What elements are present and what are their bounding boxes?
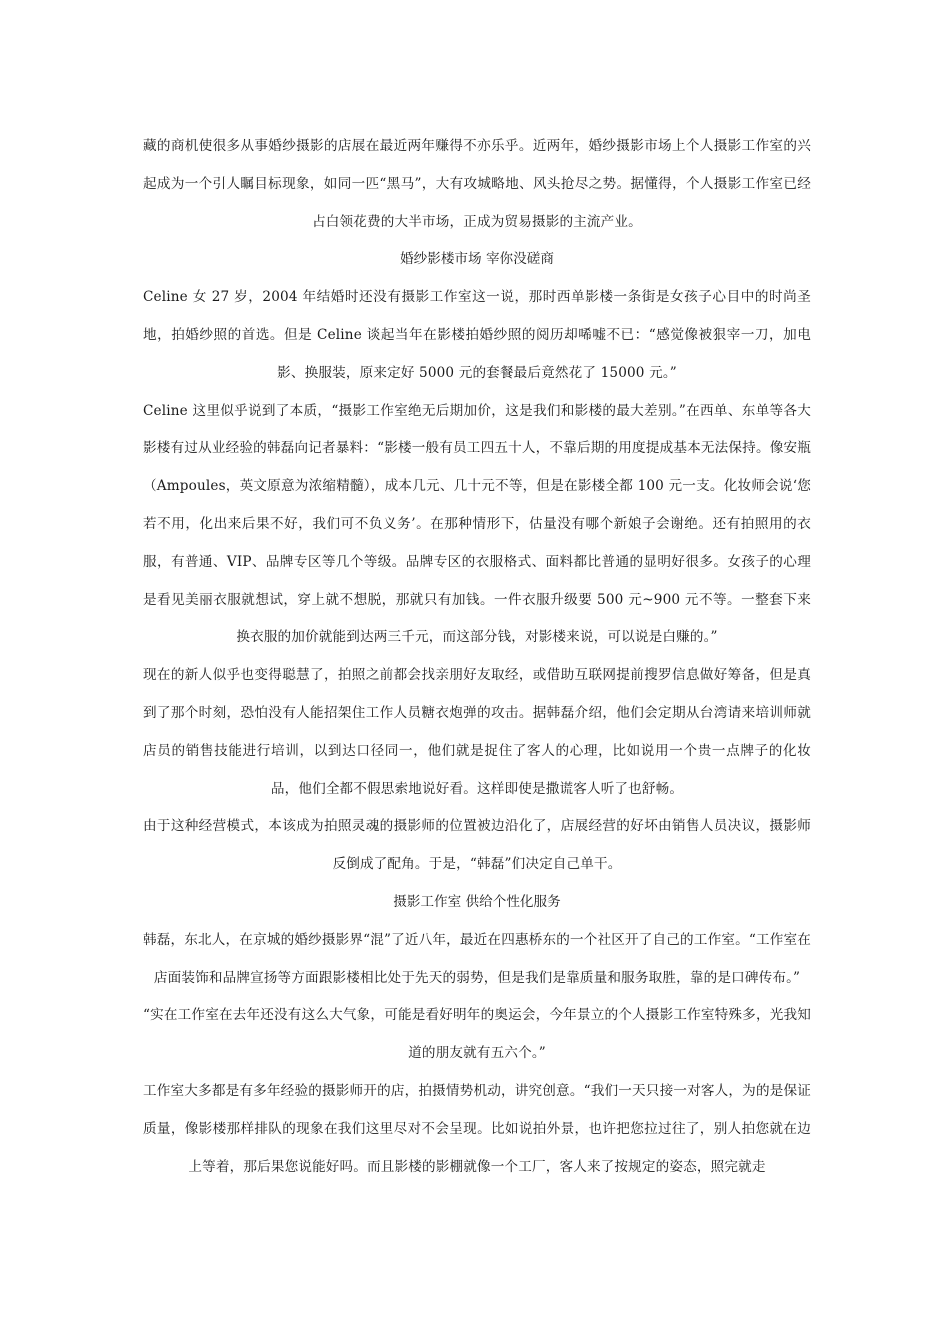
- paragraph-studio-quality: 工作室大多都是有多年经验的摄影师开的店，拍摄情势机动，讲究创意。“我们一天只接一对客人，为的是保证质量，像影楼那样排队的现象在我们这里尽对不会呈现。比如说拍外景，也许把您拉过往了，别人拍您就在边上等着，那后果您说能好吗。而且影楼的影棚就像一个工厂，客人来了按规定的姿态，照完就走: [143, 1082, 811, 1175]
- paragraph-newlyweds: 现在的新人似乎也变得聪慧了，拍照之前都会找亲朋好友取经，或借助互联网提前搜罗信息做好筹备，但是真到了那个时刻，恐怕没有人能招架住工作人员糖衣炮弹的攻击。据韩磊介绍，他们会定期从台湾请来培训师就店员的销售技能进行培训，以到达口径同一，他们就是捉住了客人的心理，比如说用一个贵一点牌子的化妆品，他们全都不假思索地说好看。这样即使是撒谎客人听了也舒畅。: [143, 667, 811, 797]
- document-body: [143, 128, 811, 1186]
- section-heading-wedding-studio-market: 婚纱影楼市场 宰你没磋商: [400, 251, 554, 268]
- section-heading-photo-studio: 摄影工作室 供给个性化服务: [393, 893, 561, 910]
- paragraph-intro: 藏的商机使很多从事婚纱摄影的店展在最近两年赚得不亦乐乎。近两年，婚纱摄影市场上个人摄影工作室的兴起成为一个引人瞩目标现象，如同一匹“黑马”，大有攻城略地、风头抢尽之势。据懂得，个人摄影工作室已经占白领花费的大半市场，正成为贸易摄影的主流产业。: [143, 138, 811, 230]
- paragraph-studio-boom: “实在工作室在去年还没有这么大气象，可能是看好明年的奥运会，今年景立的个人摄影工作室特殊多，光我知道的朋友就有五六个。”: [143, 1007, 811, 1062]
- paragraph-han-lei-studio: 韩磊，东北人，在京城的婚纱摄影界“混”了近八年，最近在四惠桥东的一个社区开了自己的工作室。“工作室在店面装饰和品牌宣扬等方面跟影楼相比处于先天的弱势，但是我们是靠质量和服务取胜，靠的是口碑传布。”: [143, 931, 811, 986]
- paragraph-han-lei-revelation: Celine 这里似乎说到了本质，“摄影工作室绝无后期加价，这是我们和影楼的最大差别。”在西单、东单等各大影楼有过从业经验的韩磊向记者暴料：“影楼一般有员工四五十人，不靠后期的用度提成基本无法保持。像安瓶（Ampoules，英文原意为浓缩精髓），成本几元、几十元不等，但是在影楼全都 100 元一支。化妆师会说‘您若不用，化出来后果不好，我们可不负义务’。在那种情形下，估量没有哪个新娘子会谢绝。还有拍照用的衣服，有普通、VIP、品牌专区等几个等级。品牌专区的衣服格式、面料都比普通的显明好很多。女孩子的心理是看见美丽衣服就想试，穿上就不想脱，那就只有加钱。一件衣服升级要 500 元~900 元不等。一整套下来换衣服的加价就能到达两三千元，而这部分钱，对影楼来说，可以说是白赚的。”: [143, 402, 811, 646]
- paragraph-business-model: 由于这种经营模式，本该成为拍照灵魂的摄影师的位置被边沿化了，店展经营的好坏由销售人员决议，摄影师反倒成了配角。于是，“韩磊”们决定自己单干。: [143, 818, 811, 873]
- paragraph-celine-story: Celine 女 27 岁，2004 年结婚时还没有摄影工作室这一说，那时西单影楼一条街是女孩子心目中的时尚圣地，拍婚纱照的首选。但是 Celine 谈起当年在影楼拍婚纱照的阅历却唏嘘不已：“感觉像被狠宰一刀，加电影、换服装，原来定好 5000 元的套餐最后竟然花了 15000 元。”: [143, 289, 811, 381]
